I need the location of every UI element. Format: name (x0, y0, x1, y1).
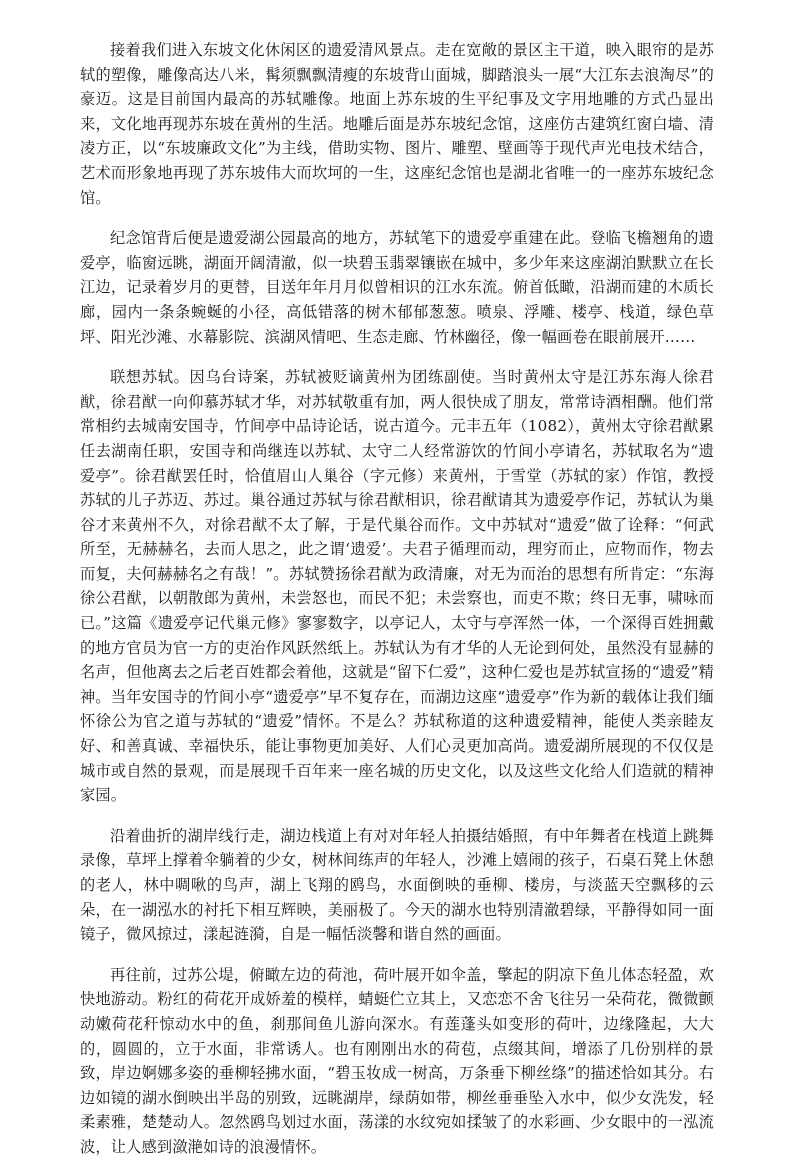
paragraph-2: 纪念馆背后便是遗爱湖公园最高的地方，苏轼笔下的遗爱亭重建在此。登临飞檐翘角的遗爱亭，临窗远眺，湖面开阔清澈，似一块碧玉翡翠镶嵌在城中，多少年来这座湖泊默默立在长江边，记录着岁月的更替，目送年年月月似曾相识的江水东流。俯首低瞰，沿湖而建的木质长廊，园内一条条蜿蜒的小径，高低错落的树木郁郁葱葱。喷泉、浮雕、楼亭、栈道，绿色草坪、阳光沙滩、水幕影院、滨湖风情吧、生态走廊、竹林幽径，像一幅画卷在眼前展开…… (80, 229, 714, 346)
paragraph-4: 沿着曲折的湖岸线行走，湖边栈道上有对对年轻人拍摄结婚照，有中年舞者在栈道上跳舞录像，草坪上撑着伞躺着的少女，树林间练声的年轻人，沙滩上嬉闹的孩子，石桌石凳上休憩的老人，林中啁啾的鸟声，湖上飞翔的鸥鸟，水面倒映的垂柳、楼房，与淡蓝天空飘移的云朵，在一湖泓水的衬托下相互辉映，美丽极了。今天的湖水也特别清澈碧绿，平静得如同一面镜子，微风掠过，漾起涟漪，自是一幅恬淡馨和谐自然的画面。 (80, 826, 714, 944)
paragraph-1: 接着我们进入东坡文化休闲区的遗爱清风景点。走在宽敞的景区主干道，映入眼帘的是苏轼的塑像，雕像高达八米，髯须飘飘清瘦的东坡背山面城，脚踏浪头一展“大江东去浪淘尽”的豪迈。这是目前国内最高的苏轼雕像。地面上苏东坡的生平纪事及文字用地雕的方式凸显出来，文化地再现苏东坡在黄州的生活。地雕后面是苏东坡纪念馆，这座仿古建筑红窗白墙、清凌方正，以“东坡廉政文化”为主线，借助实物、图片、雕塑、壁画等于现代声光电技术结合，艺术而形象地再现了苏东坡伟大而坎坷的一生，这座纪念馆也是湖北省唯一的一座苏东坡纪念馆。 (80, 41, 714, 207)
paragraph-3: 联想苏轼。因乌台诗案，苏轼被贬谪黄州为团练副使。当时黄州太守是江苏东海人徐君猷，徐君猷一向仰慕苏轼才华，对苏轼敬重有加，两人很快成了朋友，常常诗酒相酬。他们常常相约去城南安国寺，竹间亭中品诗论话，说古道今。元丰五年（1082），黄州太守徐君猷累任去湖南任职，安国寺和尚继连以苏轼、太守二人经常游饮的竹间小亭请名，苏轼取名为“遗爱亭”。徐君猷罢任时，恰值眉山人巢谷（字元修）来黄州，于雪堂（苏轼的家）作馆，教授苏轼的儿子苏迈、苏过。巢谷通过苏轼与徐君猷相识，徐君猷请其为遗爱亭作记，苏轼认为巢谷才来黄州不久，对徐君猷不太了解，于是代巢谷而作。文中苏轼对“遗爱”做了诠释：“何武所至，无赫赫名，去而人思之，此之谓‘遗爱’。夫君子循理而动，理穷而止，应物而作，物去而复，夫何赫赫名之有哉！”。苏轼赞扬徐君猷为政清廉，对无为而治的思想有所肯定：“东海徐公君猷，以朝散郎为黄州，未尝怒也，而民不犯；未尝察也，而吏不欺；终日无事，啸咏而已。”这篇《遗爱亭记代巢元修》寥寥数字，以亭记人，太守与亭浑然一体，一个深得百姓拥戴的地方官员为官一方的吏治作风跃然纸上。苏轼认为有才华的人无论到何处，虽然没有显赫的名声，但他离去之后老百姓都会着他，这就是“留下仁爱”，这种仁爱也是苏轼宣扬的“遗爱”精神。当年安国寺的竹间小亭“遗爱亭”早不复存在，而湖边这座“遗爱亭”作为新的载体让我们缅怀徐公为官之道与苏轼的“遗爱”情怀。不是么？苏轼称道的这种遗爱精神，能使人类亲睦友好、和善真诚、幸福快乐，能让事物更加美好、人们心灵更加高尚。遗爱湖所展现的不仅仅是城市或自然的景观，而是展现千百年来一座名城的历史文化，以及这些文化给人们造就的精神家园。 (80, 368, 714, 805)
paragraph-5: 再往前，过苏公堤，俯瞰左边的荷池，荷叶展开如伞盖，擎起的阴凉下鱼儿体态轻盈，欢快地游动。粉红的荷花开成娇羞的模样，蜻蜓伫立其上，又恋恋不舍飞往另一朵荷花，微微颤动嫩荷花秆惊动水中的鱼，刹那间鱼儿游向深水。有莲蓬头如变形的荷叶，边缘隆起，大大的，圆圆的，立于水面，非常诱人。也有刚刚出水的荷苞，点缀其间，增添了几份别样的景致，岸边婀娜多姿的垂柳轻拂水面，“碧玉妆成一树高，万条垂下柳丝绦”的描述恰如其分。右边如镜的湖水倒映出半岛的别致，远眺湖岸，绿荫如带，柳丝垂垂坠入水中，似少女洗发，轻柔素雅，楚楚动人。忽然鸥鸟划过水面，荡漾的水纹宛如揉皱了的水彩画、少女眼中的一泓流波，让人感到潋滟如诗的浪漫情怀。 (80, 965, 714, 1156)
